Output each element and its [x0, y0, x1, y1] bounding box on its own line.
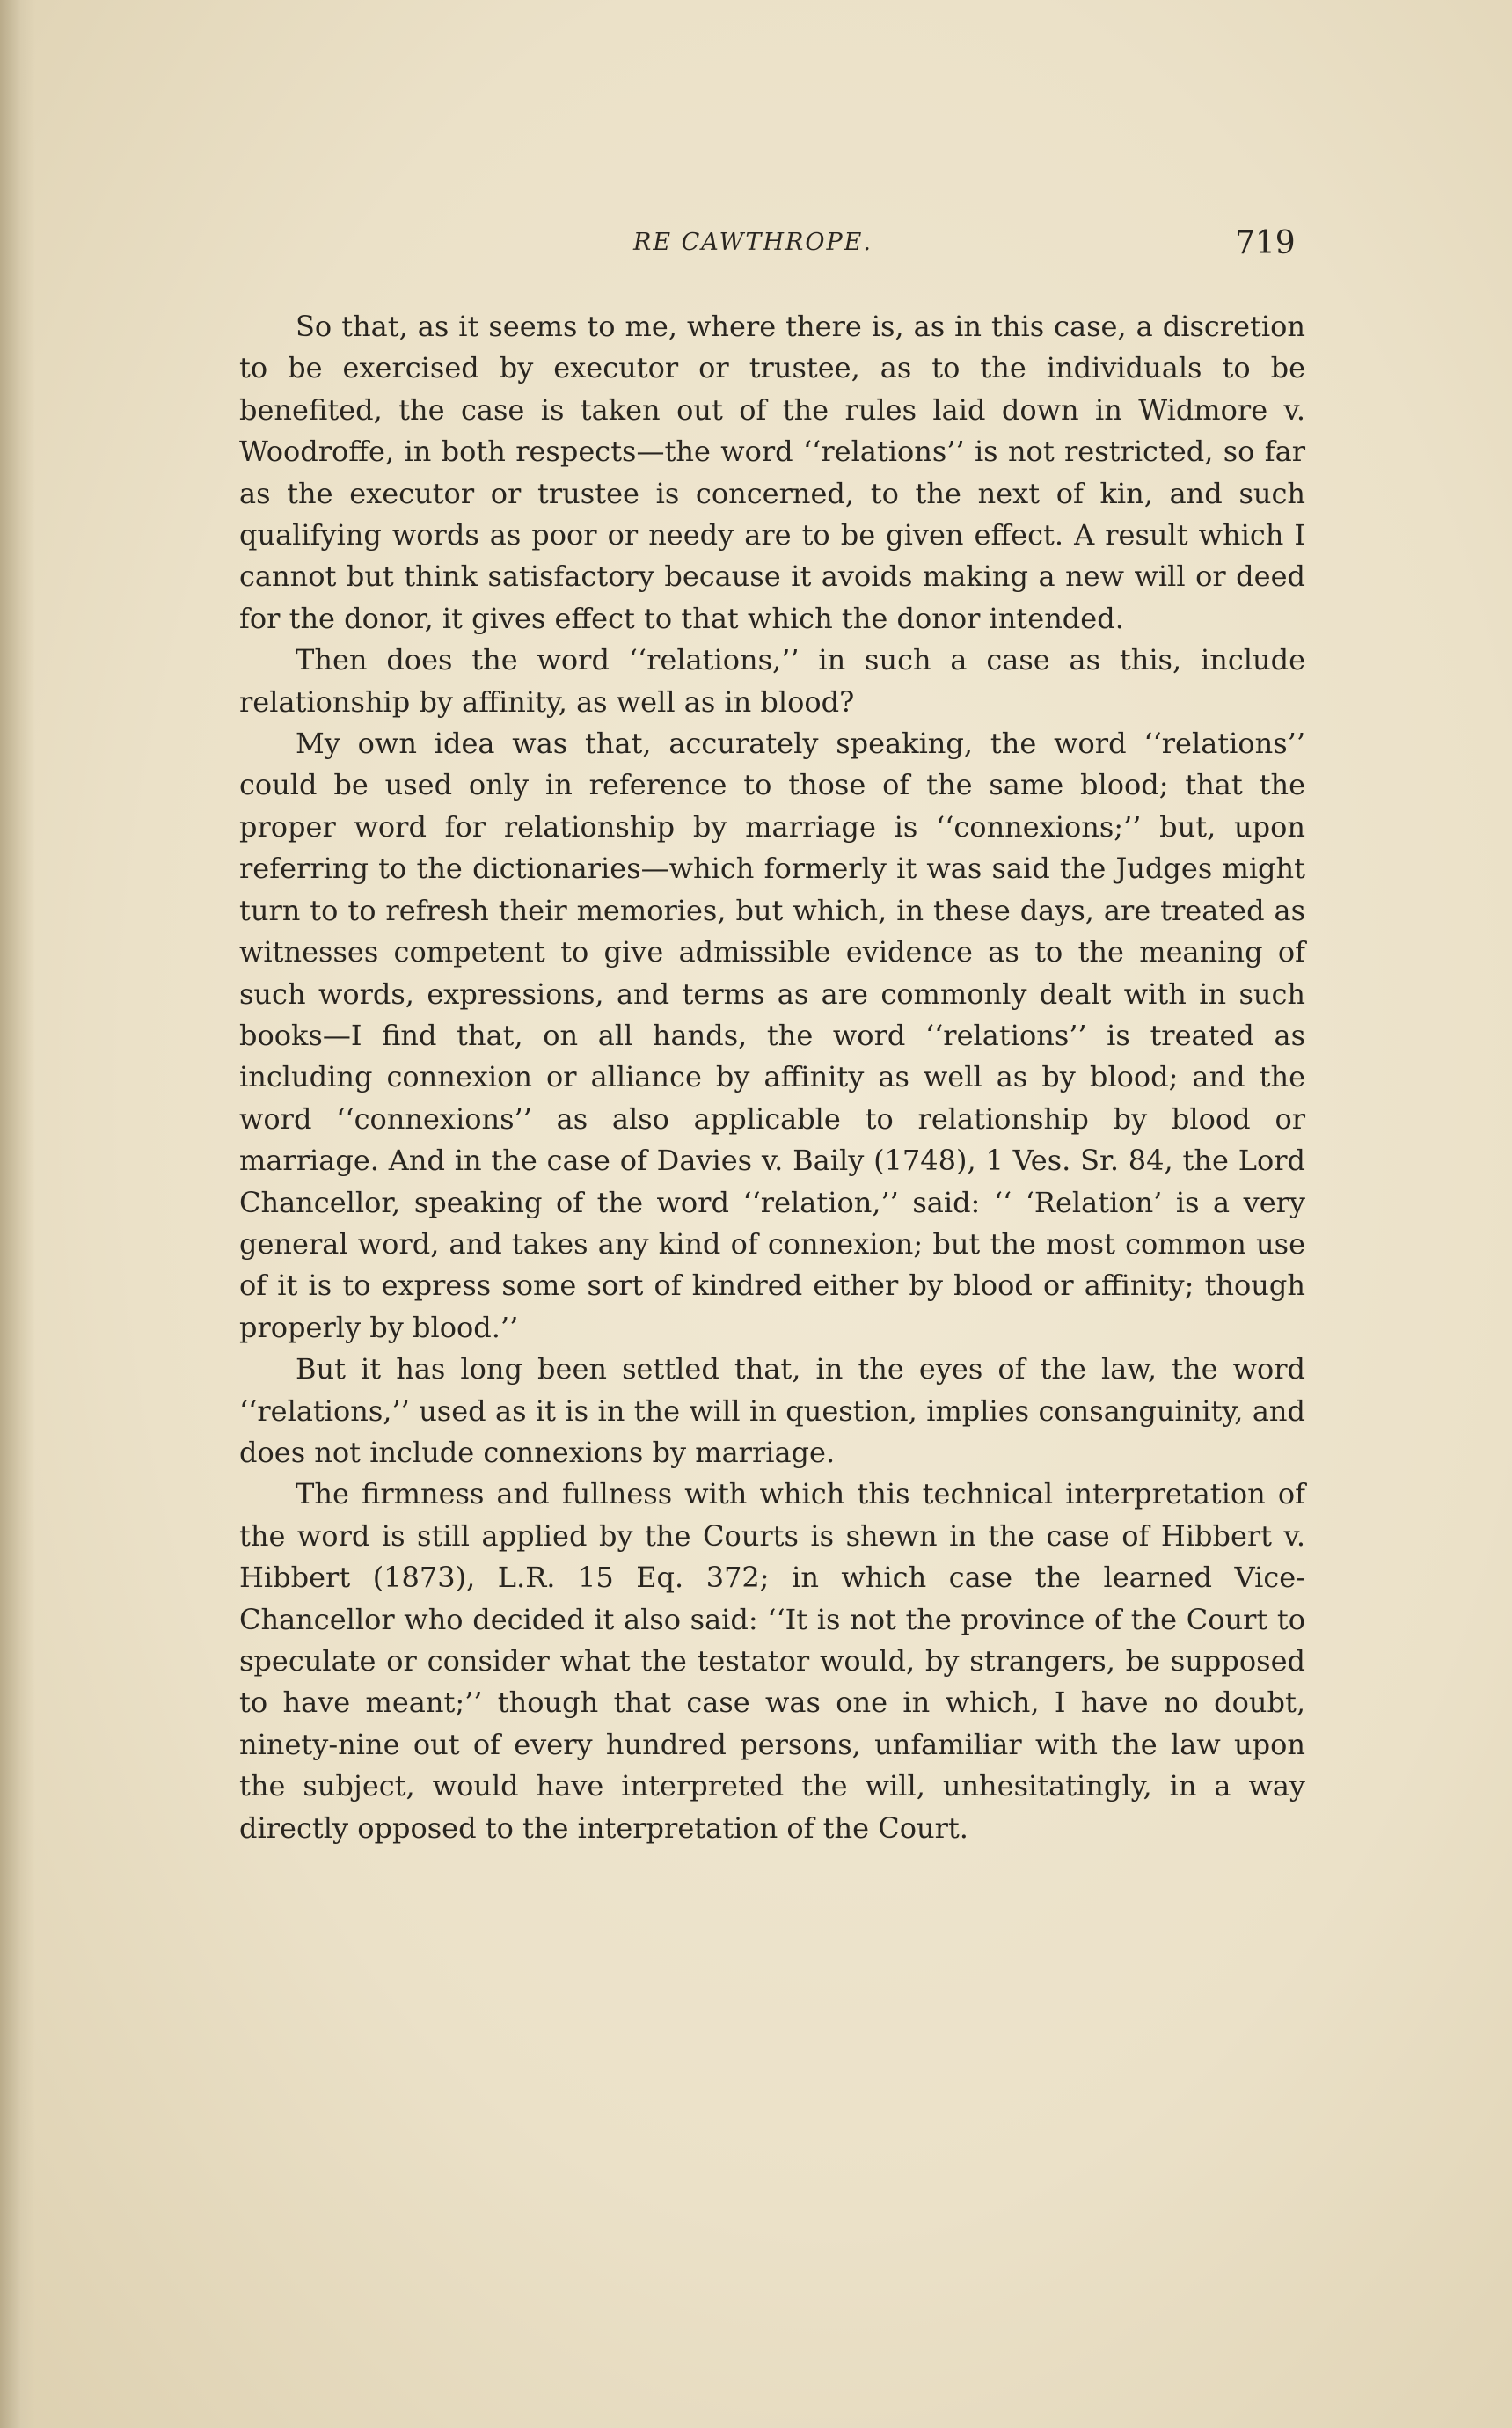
paragraph: Then does the word ‘‘relations,’’ in such a case as this, include relationship by affinity, as well as in blood?: [239, 643, 1305, 719]
paragraph: The firmness and fullness with which this technical interpretation of the word is still applied by the Courts is shewn in the case of Hibbert v. Hibbert (1873), L.R. 15 Eq. 372; in which case the learned Vice-Chancellor who decided it also said: ‘‘It is not the province of the Court to speculate or consider what the testator would, by strangers, be supposed to have meant;’’ though that case was one in which, I have no doubt, ninety-nine out of every hundred persons, unfamiliar with the law upon the subject, would have interpreted the will, unhesitatingly, in a way directly opposed to the interpretation of the Court.: [239, 1477, 1305, 1845]
running-head: RE CAWTHROPE.: [633, 229, 873, 256]
body-text: [239, 306, 1305, 1849]
paragraph: So that, as it seems to me, where there is, as in this case, a discretion to be exercised by executor or trustee, as to the individuals to be benefited, the case is taken out of the rules laid down in Widmore v. Woodroffe, in both respects—the word ‘‘relations’’ is not restricted, so far as the executor or trustee is concerned, to the next of kin, and such qualifying words as poor or needy are to be given effect. A result which I cannot but think satisfactory because it avoids making a new will or deed for the donor, it gives effect to that which the donor intended.: [239, 310, 1305, 635]
gutter-shadow: [0, 0, 35, 2428]
page-number: 719: [1235, 225, 1296, 261]
paragraph: But it has long been settled that, in the eyes of the law, the word ‘‘relations,’’ used as it is in the will in question, implies consanguinity, and does not include connexions by marriage.: [239, 1352, 1305, 1469]
paragraph: My own idea was that, accurately speaking, the word ‘‘relations’’ could be used only in reference to those of the same blood; that the proper word for relationship by marriage is ‘‘connexions;’’ but, upon referring to the dictionaries—which formerly it was said the Judges might turn to to refresh their memories, but which, in these days, are treated as witnesses competent to give admissible evidence as to the meaning of such words, expressions, and terms as are commonly dealt with in such books—I find that, on all hands, the word ‘‘relations’’ is treated as including connexion or alliance by affinity as well as by blood; and the word ‘‘connexions’’ as also applicable to relationship by blood or marriage. And in the case of Davies v. Baily (1748), 1 Ves. Sr. 84, the Lord Chancellor, speaking of the word ‘‘relation,’’ said: ‘‘ ‘Relation’ is a very general word, and takes any kind of connexion; but the most common use of it is to express some sort of kindred either by blood or affinity; though properly by blood.’’: [239, 727, 1305, 1344]
